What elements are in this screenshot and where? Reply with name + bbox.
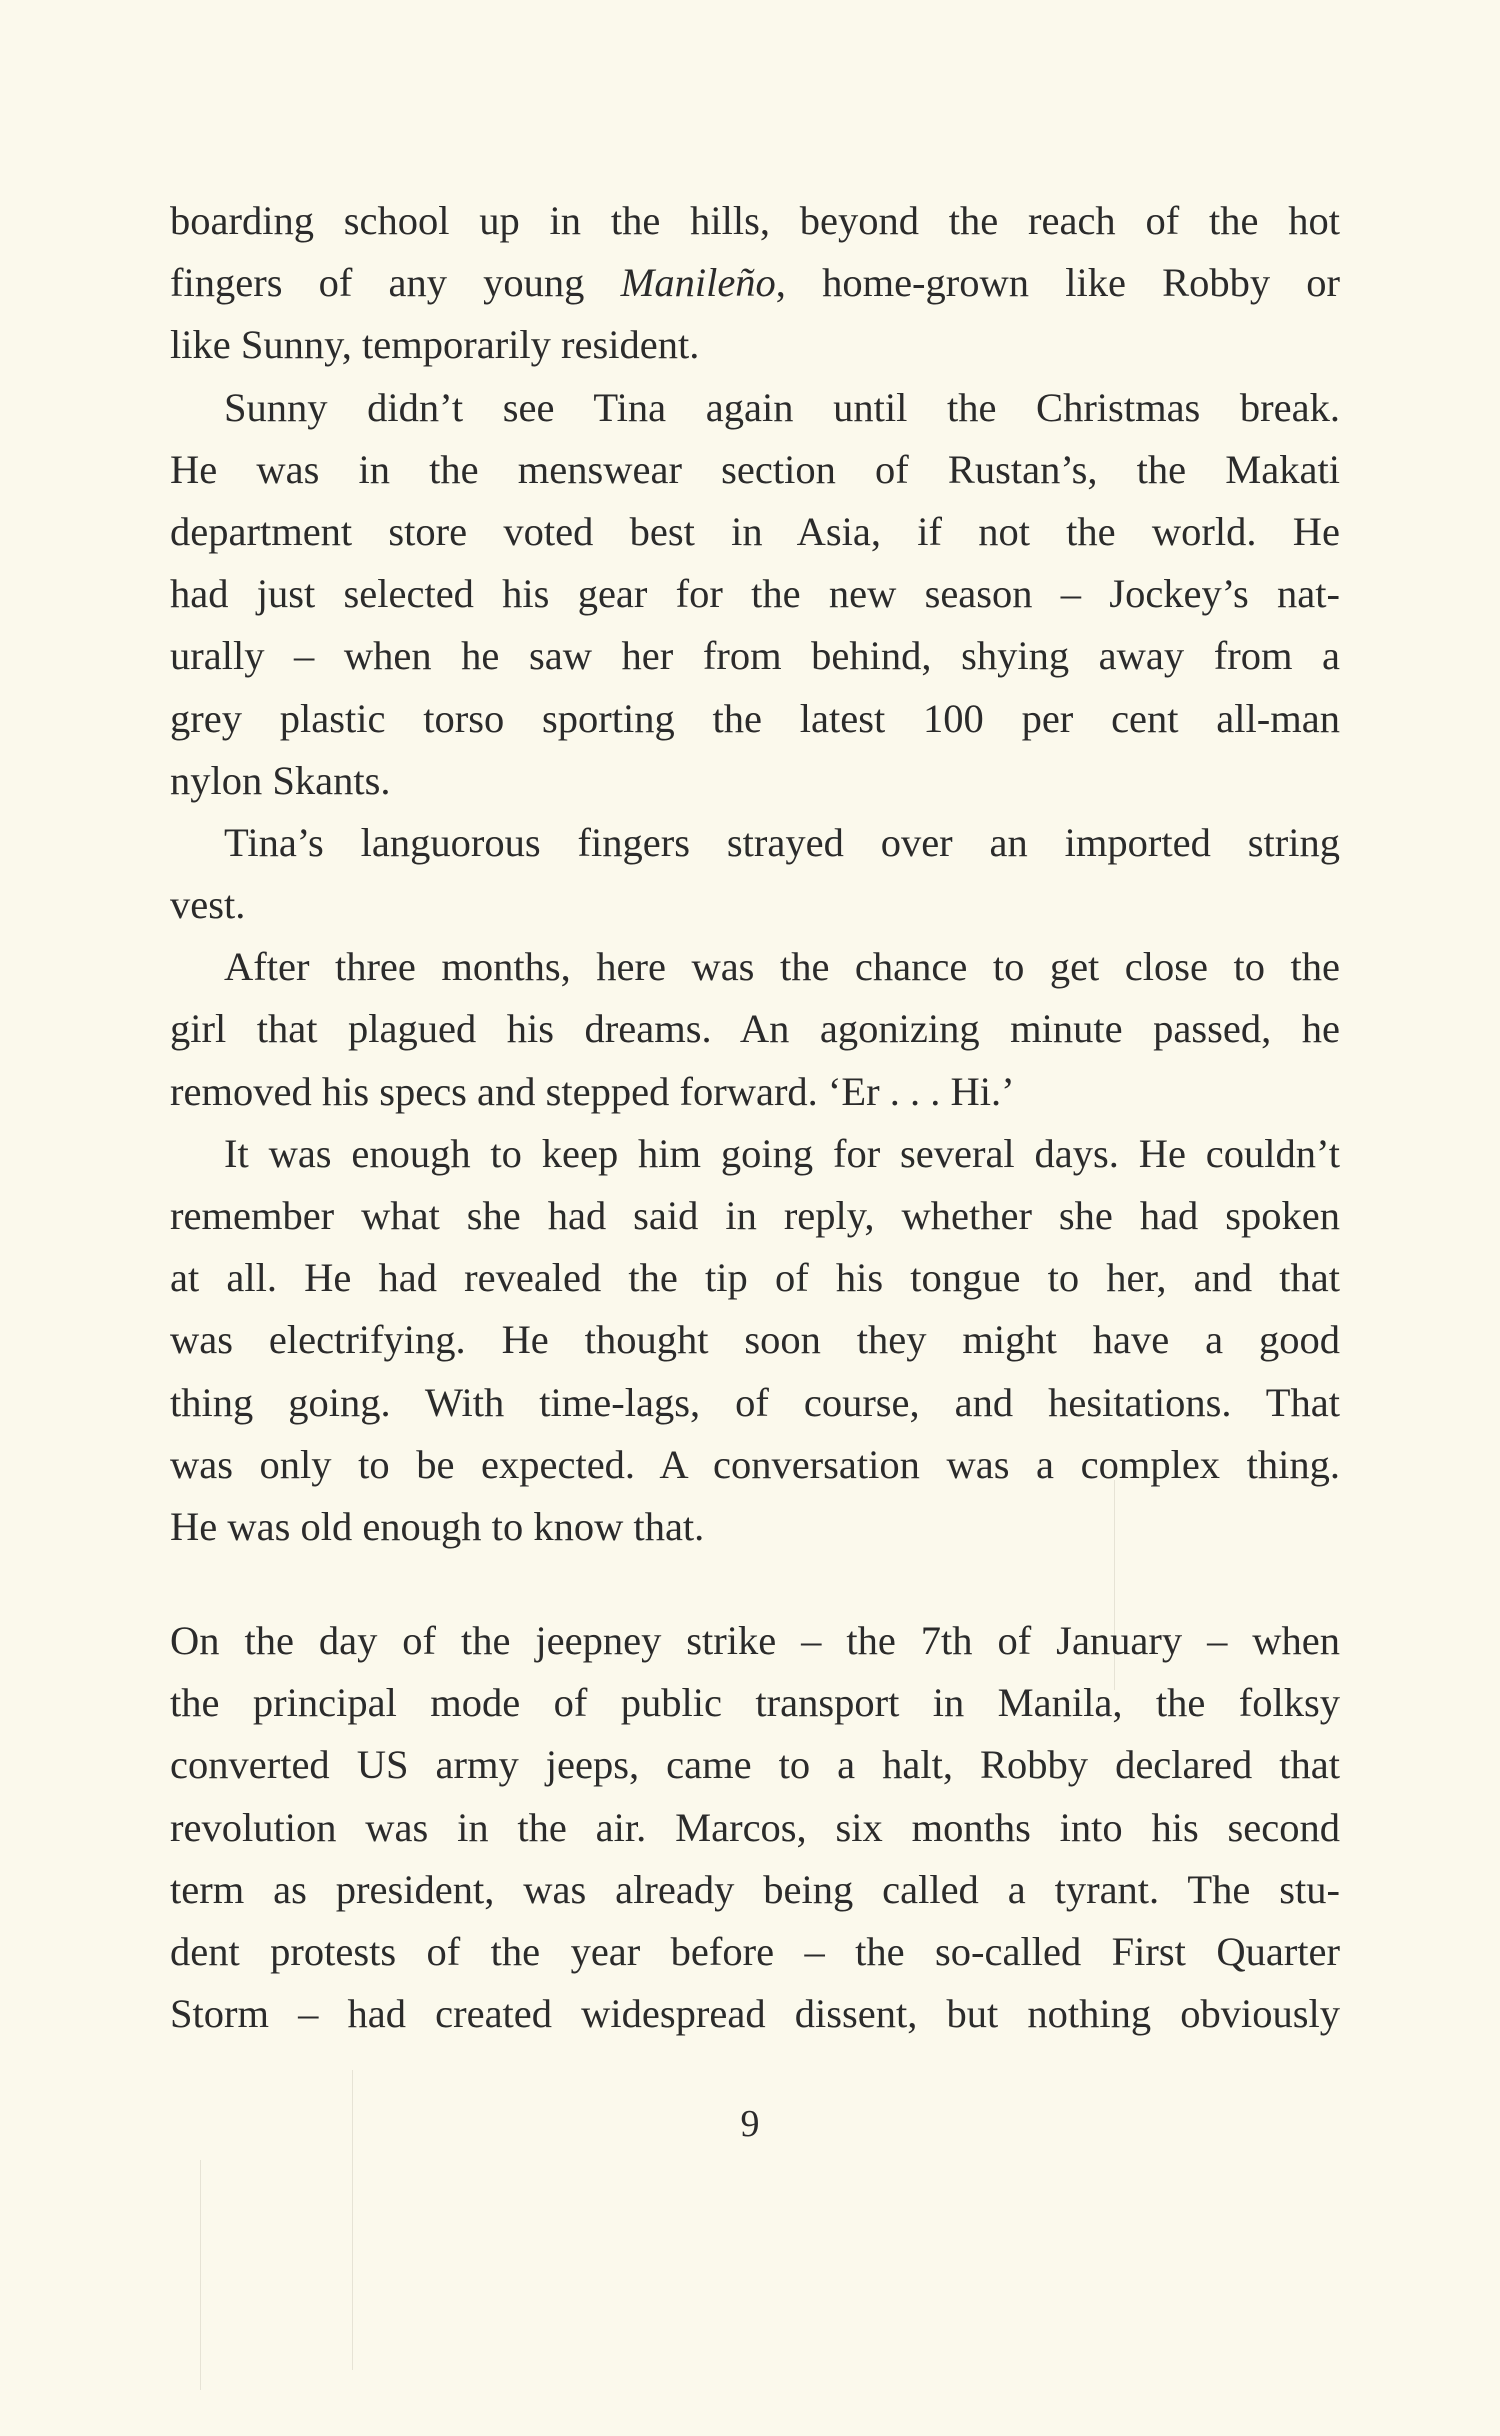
text-line: On the day of the jeepney strike – the 7th of January – when <box>170 1618 1340 1663</box>
text-line: urally – when he saw her from behind, shying away from a <box>170 633 1340 679</box>
text-line: Sunny didn’t see Tina again until the Christmas break. <box>224 384 1340 430</box>
text-line: revolution was in the air. Marcos, six months into his second <box>170 1804 1340 1850</box>
text-line: dent protests of the year before – the so-called First Quarter <box>170 1928 1340 1974</box>
text-line: He was old enough to know that. <box>170 1503 705 1549</box>
text-line: Storm – had created widespread dissent, but nothing obviously <box>170 1991 1340 2037</box>
text-line: vest. <box>170 882 246 928</box>
text-block-bottom <box>170 1610 1340 2045</box>
scan-mark <box>200 2160 201 2390</box>
text-line: the principal mode of public transport in Manila, the folksy <box>170 1680 1340 1726</box>
text-line: removed his specs and stepped forward. ‘Er . . . Hi.’ <box>170 1068 1015 1114</box>
text-line: was electrifying. He thought soon they might have a good <box>170 1317 1340 1363</box>
text-line: He was in the menswear section of Rustan’s, the Makati <box>170 446 1340 492</box>
text-line: It was enough to keep him going for several days. He couldn’t <box>224 1130 1340 1176</box>
text-line: was only to be expected. A conversation was a complex thing. <box>170 1441 1340 1487</box>
text-line: After three months, here was the chance to get close to the <box>224 944 1340 990</box>
page-number: 9 <box>740 2103 760 2145</box>
text-line: grey plastic torso sporting the latest 100 per cent all-man <box>170 695 1340 741</box>
text-line: department store voted best in Asia, if not the world. He <box>170 508 1340 554</box>
text-line: had just selected his gear for the new season – Jockey’s nat- <box>170 571 1340 617</box>
text-line: nylon Skants. <box>170 757 391 803</box>
text-line: remember what she had said in reply, whether she had spoken <box>170 1193 1340 1238</box>
text-line: girl that plagued his dreams. An agonizing minute passed, he <box>170 1006 1340 1052</box>
text-line: term as president, was already being called a tyrant. The stu- <box>170 1866 1340 1912</box>
text-line: like Sunny, temporarily resident. <box>170 322 700 368</box>
text-line: Tina’s languorous fingers strayed over an imported string <box>224 819 1340 865</box>
text-block-top <box>170 190 1340 1558</box>
text-line: boarding school up in the hills, beyond the reach of the hot <box>170 198 1340 243</box>
text-line: thing going. With time-lags, of course, and hesitations. That <box>170 1379 1340 1425</box>
text-line: fingers of any young Manileño, home-grown like Robby or <box>170 260 1340 306</box>
text-line: converted US army jeeps, came to a halt, Robby declared that <box>170 1742 1340 1788</box>
text-line: at all. He had revealed the tip of his tongue to her, and that <box>170 1255 1340 1301</box>
